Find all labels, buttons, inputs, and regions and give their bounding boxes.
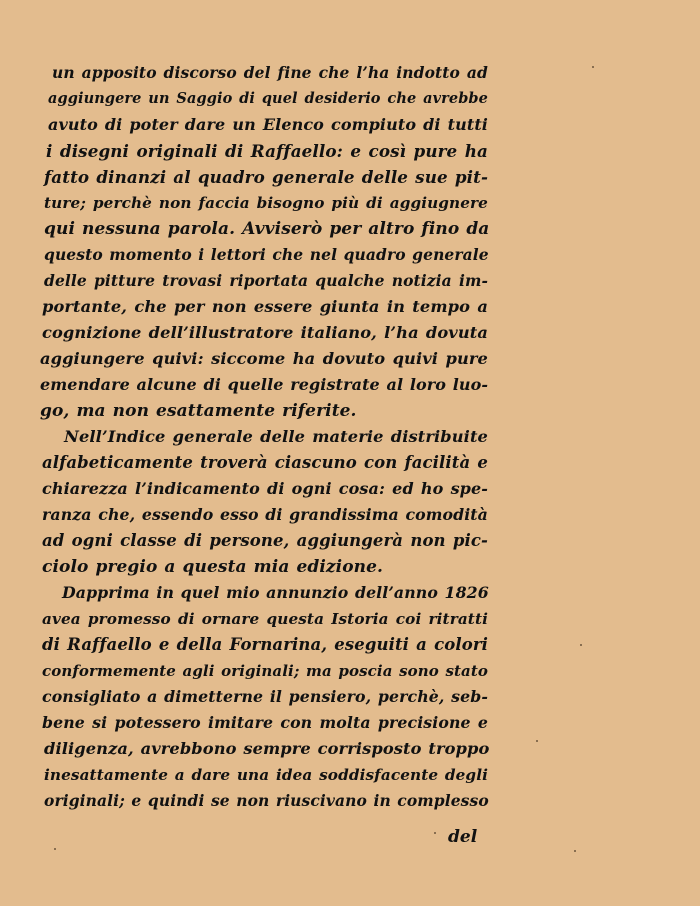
text-line: emendare alcune di quelle registrate al loro luo- bbox=[40, 375, 489, 394]
text-line: portante, che per non essere giunta in tempo a bbox=[42, 297, 488, 316]
text-line: Nell’Indice generale delle materie distribuite bbox=[64, 427, 488, 446]
text-line: ad ogni classe di persone, aggiungerà non pic- bbox=[42, 531, 488, 550]
text-line: questo momento i lettori che nel quadro generale bbox=[44, 245, 489, 264]
text-line: delle pitture trovasi riportata qualche notizia im- bbox=[44, 271, 488, 290]
text-line: originali; e quindi se non riuscivano in complesso bbox=[44, 791, 489, 810]
text-line: go, ma non esattamente riferite. bbox=[40, 401, 357, 421]
text-line: fatto dinanzi al quadro generale delle sue pit- bbox=[44, 167, 488, 187]
text-line: ranza che, essendo esso di grandissima comodità bbox=[42, 505, 488, 524]
text-line: bene si potessero imitare con molta precisione e bbox=[42, 713, 488, 732]
text-line: alfabeticamente troverà ciascuno con facilità e bbox=[42, 453, 488, 472]
ink-speck bbox=[574, 850, 576, 852]
text-line: avea promesso di ornare questa Istoria coi ritratti bbox=[42, 610, 488, 628]
ink-speck bbox=[580, 644, 582, 646]
text-line: aggiungere quivi: siccome ha dovuto quivi pure bbox=[40, 349, 488, 368]
ink-speck bbox=[536, 740, 538, 742]
text-line: di Raffaello e della Fornarina, eseguiti a colori bbox=[42, 635, 488, 654]
text-line: i disegni originali di Raffaello: e così pure ha bbox=[46, 141, 488, 161]
catchword: del bbox=[448, 827, 478, 847]
text-line: qui nessuna parola. Avviserò per altro fino da bbox=[44, 219, 490, 239]
text-line: avuto di poter dare un Elenco compiuto di tutti bbox=[48, 115, 488, 134]
ink-speck bbox=[434, 832, 436, 834]
text-line: diligenza, avrebbono sempre corrisposto troppo bbox=[44, 739, 490, 758]
text-line: inesattamente a dare una idea soddisfacente degli bbox=[44, 766, 488, 784]
text-line: chiarezza l’indicamento di ogni cosa: ed ho spe- bbox=[42, 479, 488, 498]
ink-speck bbox=[54, 848, 56, 850]
body-text bbox=[40, 60, 488, 814]
text-line: un apposito discorso del fine che l’ha indotto ad bbox=[52, 63, 488, 82]
text-line: cognizione dell’illustratore italiano, l’ha dovuta bbox=[42, 323, 488, 342]
text-line: ture; perchè non faccia bisogno più di aggiugnere bbox=[44, 194, 488, 212]
text-line: consigliato a dimetterne il pensiero, perchè, seb- bbox=[42, 687, 488, 706]
text-line: conformemente agli originali; ma poscia sono stato bbox=[42, 662, 488, 680]
text-line: aggiungere un Saggio di quel desiderio che avrebbe bbox=[48, 90, 488, 107]
text-line: ciolo pregio a questa mia edizione. bbox=[42, 557, 384, 577]
text-line: Dapprima in quel mio annunzio dell’anno 1826 bbox=[62, 583, 489, 602]
ink-speck bbox=[592, 66, 594, 68]
